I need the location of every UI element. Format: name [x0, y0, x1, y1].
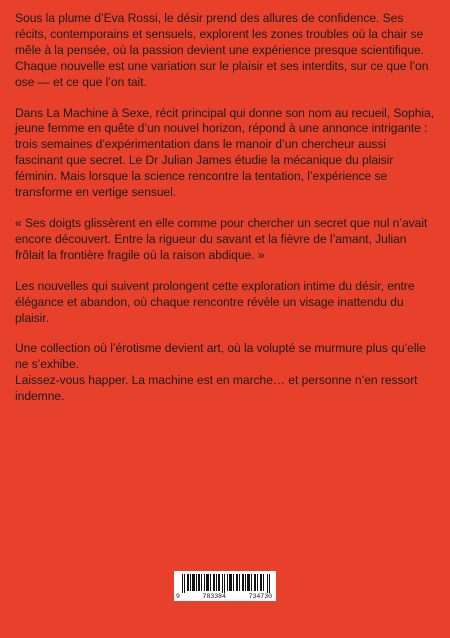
blurb-quote-paragraph: « Ses doigts glissèrent en elle comme pour chercher un secret que nul n’avait encore découvert. Entre la rigueur du savant et la fièvre de l’amant, Julian frôlait la frontière fragile où la raison abdique. » — [15, 215, 428, 262]
isbn-prefix-digit: 9 — [176, 593, 180, 600]
isbn-number — [174, 593, 276, 600]
barcode-bars — [182, 574, 270, 594]
isbn-right-group: 734730 — [248, 593, 272, 600]
back-cover-text — [15, 11, 437, 420]
blurb-closing-line: Laissez-vous happer. La machine est en marche… et personne n’en ressort indemne. — [15, 373, 418, 404]
isbn-barcode — [174, 571, 276, 601]
blurb-synopsis-paragraph: Dans La Machine à Sexe, récit principal qui donne son nom au recueil, Sophia, jeune femme en quête d’un nouvel horizon, répond à une annonce intrigante : trois semaines d’expérimentation dans le manoir d’un chercheur aussi fascinant que secret. Le Dr Julian James étudie la mécanique du plaisir féminin. Mais lorsque la science rencontre la tentation, l’expérience se transforme en vertige sensuel. — [15, 105, 435, 200]
isbn-left-group: 783384 — [202, 593, 226, 600]
blurb-intro-paragraph: Sous la plume d’Eva Rossi, le désir prend des allures de confidence. Ses récits, contemporains et sensuels, explorent les zones troubles où la chair se mêle à la pensée, où la passion devient une expérience presque scientifique. Chaque nouvelle est une variation sur le plaisir et ses interdits, sur ce que l’on ose — et ce que l’on tait. — [15, 11, 429, 89]
blurb-stories-paragraph: Les nouvelles qui suivent prolongent cette exploration intime du désir, entre élégance et abandon, où chaque rencontre révèle un visage inattendu du plaisir. — [15, 278, 415, 325]
blurb-collection-line: Une collection où l’érotisme devient art, où la volupté se murmure plus qu’elle ne s’exhibe. — [15, 341, 426, 372]
